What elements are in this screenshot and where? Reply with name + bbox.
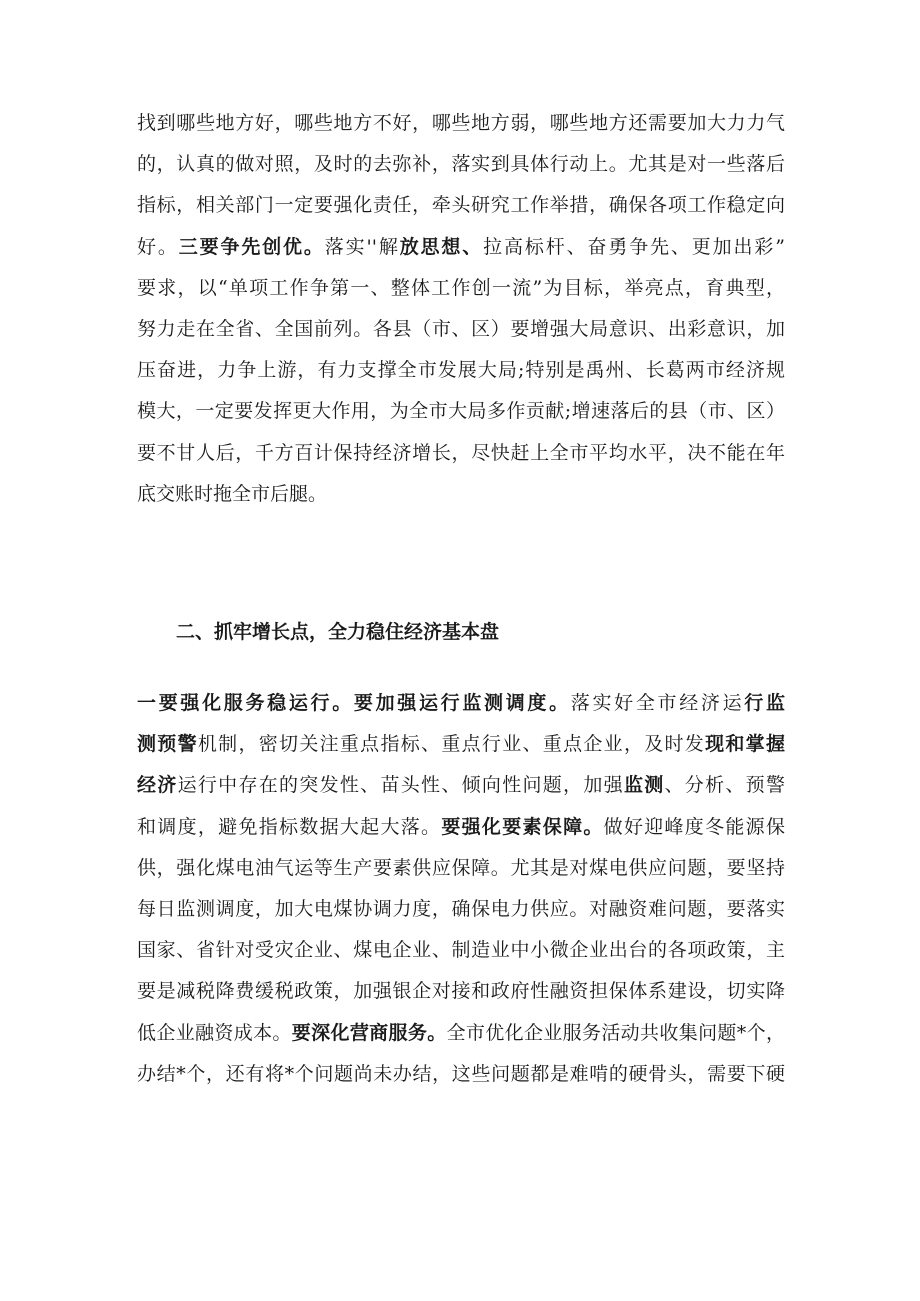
section-heading: 二、抓牢增长点，全力稳住经济基本盘	[176, 621, 500, 643]
paragraph-line: 好。三要争先创优。落实''解放思想、拉高标杆、奋勇争先、更加出彩”	[137, 235, 785, 258]
paragraph-line: 的，认真的做对照，及时的去弥补，落实到具体行动上。尤其是对一些落后	[137, 153, 785, 176]
paragraph-line: 经济运行中存在的突发性、苗头性、倾向性问题，加强监测、分析、预警	[137, 774, 785, 797]
paragraph-line: 国家、省针对受灾企业、煤电企业、制造业中小微企业出台的各项政策，主	[137, 939, 785, 962]
paragraph-line: 模大，一定要发挥更大作用，为全市大局多作贡献;增速落后的县（市、区）	[137, 400, 785, 423]
paragraph-line: 和调度，避免指标数据大起大落。要强化要素保障。做好迎峰度冬能源保	[137, 815, 785, 838]
paragraph-line: 供，强化煤电油气运等生产要素供应保障。尤其是对煤电供应问题，要坚持	[137, 856, 785, 879]
paragraph-1	[137, 103, 785, 515]
paragraph-line: 找到哪些地方好，哪些地方不好，哪些地方弱，哪些地方还需要加大力力气	[137, 112, 785, 134]
paragraph-line: 每日监测调度，加大电煤协调力度，确保电力供应。对融资难问题，要落实	[137, 897, 785, 920]
paragraph-line: 压奋进，力争上游，有力支撑全市发展大局;特别是禹州、长葛两市经济规	[137, 359, 785, 382]
bold-phrase: 放思想	[399, 235, 463, 258]
bold-phrase: 、	[462, 235, 484, 258]
bold-phrase: 一要强化服务稳运行。要加强运行监测调度。	[137, 692, 571, 714]
paragraph-line: 测预警机制，密切关注重点指标、重点行业、重点企业，及时发现和掌握	[137, 733, 785, 756]
bold-phrase: 三要争先创优。	[178, 235, 325, 258]
bold-phrase: 测预警	[137, 733, 198, 756]
paragraph-line: 要是减税降费缓税政策，加强银企对接和政府性融资担保体系建设，切实降	[137, 980, 785, 1003]
paragraph-line: 一要强化服务稳运行。要加强运行监测调度。落实好全市经济运行监	[137, 692, 785, 714]
paragraph-2	[137, 683, 785, 1095]
paragraph-line: 指标，相关部门一定要强化责任，牵头研究工作举措，确保各项工作稳定向	[137, 194, 785, 217]
paragraph-line: 要求，以“单项工作争第一、整体工作创一流”为目标，举亮点，育典型，	[137, 276, 785, 299]
bold-phrase: 要强化要素保障。	[441, 815, 604, 838]
paragraph-line: 努力走在全省、全国前列。各县（市、区）要增强大局意识、出彩意识，加	[137, 317, 785, 340]
paragraph-line: 底交账时拖全市后腿。	[137, 482, 328, 505]
paragraph-line: 要不甘人后，千方百计保持经济增长，尽快赶上全市平均水平，决不能在年	[137, 441, 785, 464]
bold-phrase: 监测	[623, 774, 665, 797]
bold-phrase: 经济	[137, 774, 178, 797]
bold-phrase: 行监	[744, 692, 785, 714]
bold-phrase: 要深化营商服务。	[291, 1021, 447, 1044]
paragraph-line: 低企业融资成本。要深化营商服务。全市优化企业服务活动共收集问题*个，	[137, 1021, 785, 1044]
bold-phrase: 现和掌握	[705, 733, 785, 756]
paragraph-line: 办结*个，还有将*个问题尚未办结，这些问题都是难啃的硬骨头，需要下硬	[137, 1062, 785, 1085]
